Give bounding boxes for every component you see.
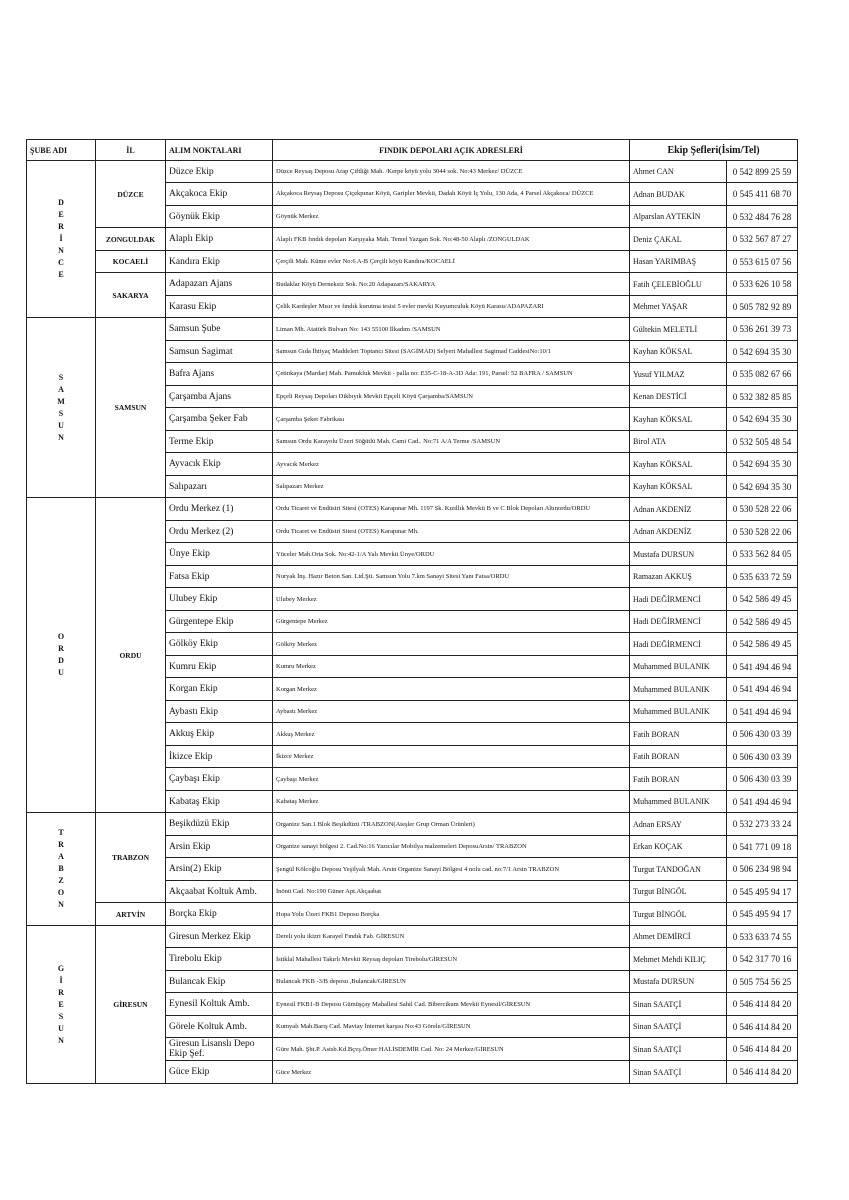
alim-noktasi-cell: Fatsa Ekip — [166, 566, 273, 588]
adres-cell: Şengül Kölcoğlu Deposu Yeşilyalı Mah. Arsin Organize Sanayi Bölgesi 4 nolu cad. no:7/1 Arsin TRABZON — [273, 858, 630, 881]
ekip-sefi-cell: Turgut BİNGÖL — [630, 881, 727, 903]
ekip-sefi-cell: Yusuf YILMAZ — [630, 363, 727, 386]
adres-cell: Kabataş Merkez — [273, 791, 630, 813]
telefon-cell: 0 542 694 35 30 — [727, 341, 798, 363]
ekip-sefi-cell: Adnan AKDENİZ — [630, 498, 727, 521]
alim-noktasi-cell: Görele Koltuk Amb. — [166, 1016, 273, 1038]
ekip-sefi-cell: Mehmet YAŞAR — [630, 296, 727, 318]
adres-cell: Salıpazarı Merkez — [273, 476, 630, 498]
adres-cell: Alaplı FKB fındık depoları Karşıyaka Mah. Temel Yazgan Sok. No:48-50 Alaplı /ZONGULDAK — [273, 228, 630, 251]
alim-noktasi-cell: Ordu Merkez (2) — [166, 521, 273, 543]
telefon-cell: 0 532 382 85 85 — [727, 386, 798, 408]
telefon-cell: 0 530 528 22 06 — [727, 521, 798, 543]
ekip-sefi-cell: Gültekin MELETLİ — [630, 318, 727, 341]
alim-noktasi-cell: Salıpazarı — [166, 476, 273, 498]
telefon-cell: 0 533 562 84 05 — [727, 543, 798, 566]
ekip-sefi-cell: Sinan SAATÇİ — [630, 1038, 727, 1061]
alim-noktasi-cell: Akçakoca Ekip — [166, 183, 273, 206]
alim-noktasi-cell: Samsun Şube — [166, 318, 273, 341]
il-cell: DÜZCE — [96, 161, 166, 228]
adres-cell: Bulancak FKB -3/B deposu ,Bulancak/GİRESUN — [273, 971, 630, 993]
table-row — [27, 498, 798, 521]
adres-cell: Çelik Kardeşler Mısır ve fındık kurutma tesisi 5 evler mevki Kuyumculuk Köyü Karasu/ADAPAZARI — [273, 296, 630, 318]
adres-cell: Akkuş Merkez — [273, 723, 630, 746]
telefon-cell: 0 542 694 35 30 — [727, 476, 798, 498]
ekip-sefi-cell: Fatih BORAN — [630, 746, 727, 768]
sube-cell — [27, 498, 96, 813]
adres-cell: Çetinkaya (Mardar) Mah. Pamukluk Mevkii - palla no: E35-C-18-A-3D Ada: 191, Parsel: 52 BAFRA / SAMSUN — [273, 363, 630, 386]
alim-noktasi-cell: Borçka Ekip — [166, 903, 273, 926]
adres-cell: Nuryak İnş. Hazır Beton San. Ltd.Şti. Samsun Yolu 7.km Sanayi Sitesi Yanı Fatsa/ORDU — [273, 566, 630, 588]
telefon-cell: 0 506 234 98 94 — [727, 858, 798, 881]
adres-cell: Düzce Reysaş Deposu Arap Çiftliği Mah. /Kerpe köyü yolu 3044 sok. No:43 Merkez/ DÜZCE — [273, 161, 630, 183]
telefon-cell: 0 545 495 94 17 — [727, 903, 798, 926]
telefon-cell: 0 541 494 46 94 — [727, 656, 798, 678]
telefon-cell: 0 505 782 92 89 — [727, 296, 798, 318]
ekip-sefi-cell: Ahmet DEMİRCİ — [630, 926, 727, 948]
alim-noktasi-cell: Giresun Merkez Ekip — [166, 926, 273, 948]
alim-noktasi-cell: Samsun Sagimat — [166, 341, 273, 363]
telefon-cell: 0 541 494 46 94 — [727, 791, 798, 813]
ekip-sefi-cell: Adnan ERSAY — [630, 813, 727, 836]
alim-noktasi-cell: Gürgentepe Ekip — [166, 611, 273, 633]
ekip-sefi-cell: Ahmet CAN — [630, 161, 727, 183]
telefon-cell: 0 542 899 25 59 — [727, 161, 798, 183]
ekip-sefi-cell: Mustafa DURSUN — [630, 971, 727, 993]
alim-noktasi-cell: Terme Ekip — [166, 431, 273, 453]
adres-cell: Samsun Ordu Karayolu Üzeri Söğütlü Mah. Cami Cad.. No:71 A/A Terme /SAMSUN — [273, 431, 630, 453]
il-cell: SAKARYA — [96, 273, 166, 318]
il-cell: TRABZON — [96, 813, 166, 903]
alim-noktasi-cell: Ulubey Ekip — [166, 588, 273, 611]
telefon-cell: 0 533 633 74 55 — [727, 926, 798, 948]
telefon-cell: 0 545 495 94 17 — [727, 881, 798, 903]
telefon-cell: 0 505 754 56 25 — [727, 971, 798, 993]
table-row — [27, 228, 798, 251]
ekip-sefi-cell: Kayhan KÖKSAL — [630, 453, 727, 476]
telefon-cell: 0 541 494 46 94 — [727, 678, 798, 701]
telefon-cell: 0 546 414 84 20 — [727, 1038, 798, 1061]
il-cell: KOCAELİ — [96, 251, 166, 273]
table-row — [27, 926, 798, 948]
adres-cell: Eynesil FKB1-B Deposu Gümüşçay Mahallesi Sahil Cad. Bibercikum Mevkii Eynesil/GİRESUN — [273, 993, 630, 1016]
adres-cell: Samsun Gıda İhtiyaç Maddeleri Toptancı Sitesi (SAGİMAD) Selyeri Mahallesi Sagimad CaddesiNo:10/1 — [273, 341, 630, 363]
adres-cell: İkizce Merkez — [273, 746, 630, 768]
ekip-sefi-cell: Turgut TANDOĞAN — [630, 858, 727, 881]
adres-cell: Dereli yolu ikizri Karayel Fındık Fab. GİRESUN — [273, 926, 630, 948]
ekip-sefi-cell: Kayhan KÖKSAL — [630, 476, 727, 498]
ekip-sefi-cell: Deniz ÇAKAL — [630, 228, 727, 251]
ekip-sefi-cell: Alparslan AYTEKİN — [630, 206, 727, 228]
sube-label: TRABZON — [57, 828, 65, 909]
branch-address-table — [26, 139, 798, 1084]
alim-noktasi-cell: Eynesil Koltuk Amb. — [166, 993, 273, 1016]
adres-cell: Ayvacık Merkez — [273, 453, 630, 476]
adres-cell: Akçakoca Reysaş Deposu Çiçekpınar Köyü, Garipler Mevkii, Dadalı Köyü İç Yolu, 130 Ada, 4 Parsel Akçakoca/ DÜZCE — [273, 183, 630, 206]
il-cell: ZONGULDAK — [96, 228, 166, 251]
sube-cell — [27, 318, 96, 498]
adres-cell: Organize San.1 Blok Beşikdüzü /TRABZON(Ateşler Grup Orman Ürünleri) — [273, 813, 630, 836]
telefon-cell: 0 532 273 33 24 — [727, 813, 798, 836]
adres-cell: İstiklal Mahallesi Takırlı Mevkii Reysaş depoları Tirebolu/GİRESUN — [273, 948, 630, 971]
il-cell: GİRESUN — [96, 926, 166, 1084]
telefon-cell: 0 553 615 07 56 — [727, 251, 798, 273]
alim-noktasi-cell: Korgan Ekip — [166, 678, 273, 701]
telefon-cell: 0 535 633 72 59 — [727, 566, 798, 588]
telefon-cell: 0 532 484 76 28 — [727, 206, 798, 228]
ekip-sefi-cell: Hadi DEĞİRMENCİ — [630, 611, 727, 633]
alim-noktasi-cell: Adapazarı Ajans — [166, 273, 273, 296]
ekip-sefi-cell: Muhammed BULANIK — [630, 678, 727, 701]
sube-label: DERİNCE — [58, 198, 64, 279]
adres-cell: Yüceler Mah.Orta Sok. No:42-1/A Yalı Mevkii Ünye/ORDU — [273, 543, 630, 566]
table-row — [27, 251, 798, 273]
alim-noktasi-cell: Ordu Merkez (1) — [166, 498, 273, 521]
alim-noktasi-cell: Akkuş Ekip — [166, 723, 273, 746]
adres-cell: Güce Merkez — [273, 1061, 630, 1084]
alim-noktasi-cell: Güce Ekip — [166, 1061, 273, 1084]
telefon-cell: 0 542 694 35 30 — [727, 453, 798, 476]
alim-noktasi-cell: Akçaabat Koltuk Amb. — [166, 881, 273, 903]
telefon-cell: 0 506 430 03 39 — [727, 768, 798, 791]
alim-noktasi-cell: Gölköy Ekip — [166, 633, 273, 656]
ekip-sefi-cell: Hadi DEĞİRMENCİ — [630, 633, 727, 656]
adres-cell: Kumyalı Mah.Barış Cad. Maviay İnternet karşısı No:43 Görele/GİRESUN — [273, 1016, 630, 1038]
table-row — [27, 318, 798, 341]
alim-noktasi-cell: Beşikdüzü Ekip — [166, 813, 273, 836]
ekip-sefi-cell: Hasan YARIMBAŞ — [630, 251, 727, 273]
adres-cell: Gölköy Merkez — [273, 633, 630, 656]
sube-cell — [27, 926, 96, 1084]
ekip-sefi-cell: Hadi DEĞİRMENCİ — [630, 588, 727, 611]
adres-cell: Çarşamba Şeker Fabrikası — [273, 408, 630, 431]
adres-cell: Liman Mh. Atatürk Bulvarı No: 143 55100 İlkadım /SAMSUN — [273, 318, 630, 341]
alim-noktasi-cell: Ünye Ekip — [166, 543, 273, 566]
sube-label: GİRESUN — [57, 963, 65, 1045]
alim-noktasi-cell: Giresun Lisanslı Depo Ekip Şef. — [166, 1038, 273, 1061]
adres-cell: Güre Mah. Şht.P. Astsb.Kd.Bçvş.Ömer HALİSDEMİR Cad. No: 24 Merkez/GİRESUN — [273, 1038, 630, 1061]
table-row — [27, 813, 798, 836]
adres-cell: Epçeli Reysaş Depoları Dikbıyık Mevkii Epçeli Köyü Çarşamba/SAMSUN — [273, 386, 630, 408]
ekip-sefi-cell: Adnan AKDENİZ — [630, 521, 727, 543]
alim-noktasi-cell: Çarşamba Şeker Fab — [166, 408, 273, 431]
table-row — [27, 903, 798, 926]
ekip-sefi-cell: Sinan SAATÇİ — [630, 993, 727, 1016]
ekip-sefi-cell: Muhammed BULANIK — [630, 656, 727, 678]
ekip-sefi-cell: Fatih BORAN — [630, 723, 727, 746]
adres-cell: Organize sanayi bölgesi 2. Cad.No:16 Yazıcılar Mobilya malzemeleri DeposuArsin/ TRABZON — [273, 836, 630, 858]
ekip-sefi-cell: Sinan SAATÇİ — [630, 1061, 727, 1084]
table-row — [27, 273, 798, 296]
adres-cell: Budaklar Köyü Derneksiz Sok. No:20 Adapazarı/SAKARYA — [273, 273, 630, 296]
ekip-sefi-cell: Mustafa DURSUN — [630, 543, 727, 566]
adres-cell: Kumru Merkez — [273, 656, 630, 678]
adres-cell: Göynük Merkez — [273, 206, 630, 228]
telefon-cell: 0 532 567 87 27 — [727, 228, 798, 251]
telefon-cell: 0 542 586 49 45 — [727, 588, 798, 611]
telefon-cell: 0 530 528 22 06 — [727, 498, 798, 521]
ekip-sefi-cell: Kayhan KÖKSAL — [630, 341, 727, 363]
ekip-sefi-cell: Mehmet Mehdi KILIÇ — [630, 948, 727, 971]
ekip-sefi-cell: Erkan KOÇAK — [630, 836, 727, 858]
header-row — [27, 140, 798, 161]
adres-cell: Hopa Yolu Üzeri FKB1 Deposu Borçka — [273, 903, 630, 926]
telefon-cell: 0 546 414 84 20 — [727, 1061, 798, 1084]
alim-noktasi-cell: Ayvacık Ekip — [166, 453, 273, 476]
adres-cell: Korgan Merkez — [273, 678, 630, 701]
telefon-cell: 0 541 494 46 94 — [727, 701, 798, 723]
telefon-cell: 0 533 626 10 58 — [727, 273, 798, 296]
telefon-cell: 0 546 414 84 20 — [727, 1016, 798, 1038]
ekip-sefi-cell: Muhammed BULANIK — [630, 791, 727, 813]
alim-noktasi-cell: Bulancak Ekip — [166, 971, 273, 993]
telefon-cell: 0 535 082 67 66 — [727, 363, 798, 386]
ekip-sefi-cell: Muhammed BULANIK — [630, 701, 727, 723]
telefon-cell: 0 532 505 48 54 — [727, 431, 798, 453]
telefon-cell: 0 506 430 03 39 — [727, 746, 798, 768]
alim-noktasi-cell: Kabataş Ekip — [166, 791, 273, 813]
ekip-sefi-cell: Turgut BİNGÖL — [630, 903, 727, 926]
adres-cell: İnönü Cad. No:190 Güner Apt.Akçaabat — [273, 881, 630, 903]
header-il: İL — [96, 140, 166, 161]
telefon-cell: 0 541 771 09 18 — [727, 836, 798, 858]
adres-cell: Aybastı Merkez — [273, 701, 630, 723]
sube-label: ORDU — [57, 632, 65, 677]
il-cell: SAMSUN — [96, 318, 166, 498]
telefon-cell: 0 542 586 49 45 — [727, 611, 798, 633]
header-adresler: FINDIK DEPOLARI AÇIK ADRESLERİ — [273, 140, 630, 161]
telefon-cell: 0 545 411 68 70 — [727, 183, 798, 206]
il-cell: ARTVİN — [96, 903, 166, 926]
header-sube: ŞUBE ADI — [27, 140, 96, 161]
ekip-sefi-cell: Sinan SAATÇİ — [630, 1016, 727, 1038]
adres-cell: Ulubey Merkez — [273, 588, 630, 611]
alim-noktasi-cell: Alaplı Ekip — [166, 228, 273, 251]
telefon-cell: 0 542 694 35 30 — [727, 408, 798, 431]
alim-noktasi-cell: İkizce Ekip — [166, 746, 273, 768]
ekip-sefi-cell: Fatih ÇELEBİOĞLU — [630, 273, 727, 296]
ekip-sefi-cell: Adnan BUDAK — [630, 183, 727, 206]
adres-cell: Gürgentepe Merkez — [273, 611, 630, 633]
adres-cell: Çerçili Mah. Küme evler No:6 A-B Çerçili köyü Kandıra/KOCAELİ — [273, 251, 630, 273]
alim-noktasi-cell: Çaybaşı Ekip — [166, 768, 273, 791]
telefon-cell: 0 542 586 49 45 — [727, 633, 798, 656]
il-cell: ORDU — [96, 498, 166, 813]
adres-cell: Ordu Ticaret ve Endüstri Sitesi (OTES) Karapınar Mh. — [273, 521, 630, 543]
alim-noktasi-cell: Göynük Ekip — [166, 206, 273, 228]
alim-noktasi-cell: Tirebolu Ekip — [166, 948, 273, 971]
alim-noktasi-cell: Aybastı Ekip — [166, 701, 273, 723]
alim-noktasi-cell: Çarşamba Ajans — [166, 386, 273, 408]
telefon-cell: 0 506 430 03 39 — [727, 723, 798, 746]
alim-noktasi-cell: Karasu Ekip — [166, 296, 273, 318]
alim-noktasi-cell: Düzce Ekip — [166, 161, 273, 183]
ekip-sefi-cell: Ramazan AKKUŞ — [630, 566, 727, 588]
alim-noktasi-cell: Arsin Ekip — [166, 836, 273, 858]
telefon-cell: 0 542 317 70 16 — [727, 948, 798, 971]
sube-label: SAMSUN — [57, 372, 65, 442]
ekip-sefi-cell: Kayhan KÖKSAL — [630, 408, 727, 431]
header-alim-noktalari: ALIM NOKTALARI — [166, 140, 273, 161]
sube-cell — [27, 813, 96, 926]
alim-noktasi-cell: Kumru Ekip — [166, 656, 273, 678]
ekip-sefi-cell: Birol ATA — [630, 431, 727, 453]
alim-noktasi-cell: Arsin(2) Ekip — [166, 858, 273, 881]
telefon-cell: 0 546 414 84 20 — [727, 993, 798, 1016]
alim-noktasi-cell: Kandıra Ekip — [166, 251, 273, 273]
adres-cell: Çaybaşı Merkez — [273, 768, 630, 791]
adres-cell: Ordu Ticaret ve Endüstri Sitesi (OTES) Karapınar Mh. 1197 Sk. Kızıllık Mevkii B ve C Blok Depoları Altınordu/ORDU — [273, 498, 630, 521]
ekip-sefi-cell: Kenan DESTİCİ — [630, 386, 727, 408]
sube-cell — [27, 161, 96, 318]
alim-noktasi-cell: Bafra Ajans — [166, 363, 273, 386]
table-row — [27, 161, 798, 183]
header-ekip-sefleri: Ekip Şefleri(İsim/Tel) — [630, 140, 798, 161]
telefon-cell: 0 536 261 39 73 — [727, 318, 798, 341]
ekip-sefi-cell: Fatih BORAN — [630, 768, 727, 791]
